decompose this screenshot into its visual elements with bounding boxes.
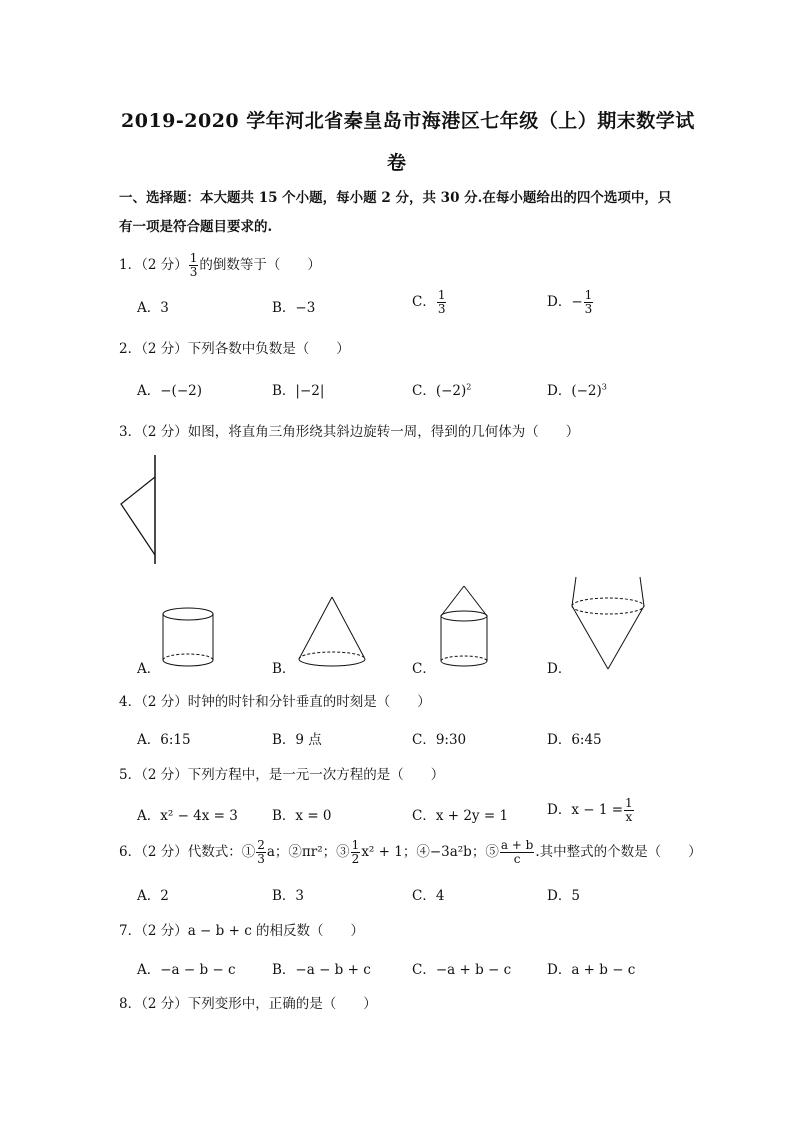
q6-option-c: C．4	[412, 888, 445, 904]
q4-option-d: D．6:45	[547, 732, 602, 748]
question-5: 5．（2 分）下列方程中，是一元一次方程的是（ ）	[119, 767, 445, 783]
q3-triangle-figure	[115, 452, 165, 567]
q7-option-a: A．−a − b − c	[137, 962, 236, 978]
doc-title-line2: 卷	[387, 152, 407, 174]
q3-option-d: D．	[547, 661, 572, 677]
question-7: 7．（2 分）a − b + c 的相反数（ ）	[119, 923, 365, 939]
q1-prefix: 1．（2 分）	[119, 257, 188, 273]
q2-option-b: B．|−2|	[272, 383, 325, 399]
q6-option-a: A．2	[137, 888, 169, 904]
q2-option-c: C．$(-2)^2$	[412, 382, 472, 399]
q1-option-a: A．3	[137, 300, 169, 316]
section-heading-line1: 一、选择题：本大题共 15 个小题，每小题 2 分，共 30 分.在每小题给出的四个选项中，只	[119, 190, 672, 206]
q1-fraction: $\frac{1}{3}$	[189, 251, 198, 279]
q3-option-b: B．	[272, 661, 296, 677]
q6-option-d: D．5	[547, 888, 580, 904]
question-8: 8．（2 分）下列变形中，正确的是（ ）	[119, 996, 377, 1012]
cone-on-cylinder-figure	[434, 583, 494, 673]
question-2: 2．（2 分）下列各数中负数是（ ）	[119, 341, 350, 357]
section-heading-line2: 有一项是符合题目要求的.	[119, 219, 273, 235]
q5-option-d: D．x − 1 = $\frac{1}{x}$	[547, 796, 633, 824]
q7-option-d: D．a + b − c	[547, 962, 636, 978]
double-cone-figure	[568, 574, 648, 674]
q2-option-a: A．−(−2)	[137, 383, 202, 399]
q4-option-c: C．9:30	[412, 732, 467, 748]
q1-option-d: D．− $\frac{1}{3}$	[547, 288, 593, 316]
q5-option-a: A．x² − 4x = 3	[137, 808, 238, 824]
cylinder-figure	[158, 604, 218, 668]
q1-suffix: 的倒数等于（ ）	[199, 257, 321, 273]
question-6: 6．（2 分）代数式：① $\frac{2}{3}$ a；②πr²；③ $\frac{1}{2}$ x² + 1；④−3a²b；⑤ $\frac{a + b}{c}$ .其中整式的个数是（ ）	[119, 838, 702, 866]
q2-option-d: D．$(-2)^3$	[547, 382, 607, 399]
q6-option-b: B．3	[272, 888, 305, 904]
q7-option-b: B．−a − b + c	[272, 962, 371, 978]
q5-option-b: B．x = 0	[272, 808, 332, 824]
question-4: 4．（2 分）时钟的时针和分针垂直的时刻是（ ）	[119, 694, 431, 710]
q3-option-c: C．	[412, 661, 436, 677]
question-3: 3．（2 分）如图，将直角三角形绕其斜边旋转一周，得到的几何体为（ ）	[119, 424, 580, 440]
q1-option-b: B．−3	[272, 300, 316, 316]
doc-title-line1: 2019-2020 学年河北省秦皇岛市海港区七年级（上）期末数学试	[121, 110, 695, 132]
q1-option-c: C． $\frac{1}{3}$	[412, 288, 446, 316]
cone-figure	[292, 593, 372, 673]
question-1	[119, 252, 321, 279]
q7-option-c: C．−a + b − c	[412, 962, 512, 978]
q3-option-a: A．	[137, 661, 161, 677]
q4-option-b: B．9 点	[272, 732, 322, 748]
q5-option-c: C．x + 2y = 1	[412, 808, 509, 824]
q4-option-a: A．6:15	[137, 732, 191, 748]
